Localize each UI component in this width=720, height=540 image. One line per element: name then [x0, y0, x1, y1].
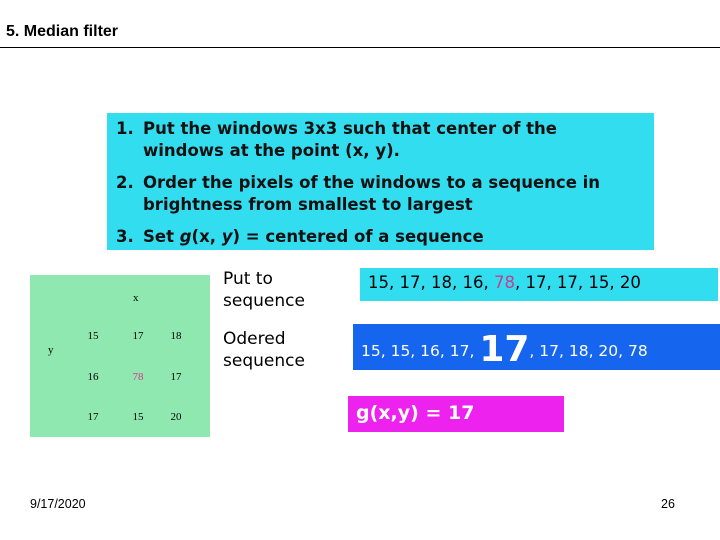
step-2-line-2: brightness from smallest to largest — [143, 195, 473, 214]
put-label-line-1: Put to — [223, 269, 273, 289]
result-text: g(x,y) = 17 — [356, 402, 475, 424]
step-3-number: 3. — [116, 227, 134, 246]
grid-cell-r3c2: 15 — [132, 411, 144, 423]
grid-cell-r1c3: 18 — [170, 330, 182, 342]
ordered-label-line-1: Odered — [223, 329, 286, 349]
x-axis-label: x — [133, 292, 139, 304]
sorted-sequence — [361, 329, 648, 370]
steps-box — [107, 113, 654, 250]
put-to-sequence-label — [223, 268, 305, 312]
step-1-number: 1. — [116, 119, 134, 138]
sorted-median: 17 — [479, 329, 530, 370]
grid-cell-r1c1: 15 — [87, 330, 99, 342]
step-3-line-1 — [116, 226, 484, 248]
slide-title: 5. Median filter — [6, 23, 119, 40]
grid-cell-r2c1: 16 — [87, 371, 99, 383]
grid-cell-r2c3: 17 — [170, 371, 182, 383]
footer-date: 9/17/2020 — [30, 497, 86, 511]
step-2-line-1: Order the pixels of the windows to a sequence in — [143, 173, 601, 192]
step-2-number: 2. — [116, 173, 134, 192]
unsorted-highlight: 78 — [493, 273, 515, 292]
sorted-before: 15, 15, 16, 17, — [361, 342, 480, 360]
page-number: 26 — [661, 497, 675, 511]
step-3-pre: Set — [143, 227, 180, 246]
step-2 — [116, 172, 600, 216]
step-3-post: ) = centered of a sequence — [232, 227, 484, 246]
y-axis-label: y — [48, 344, 54, 356]
put-label-line-2: sequence — [223, 291, 305, 311]
step-3 — [116, 226, 484, 248]
step-3-mid: (x, — [191, 227, 222, 246]
ordered-label-line-2: sequence — [223, 351, 305, 371]
grid-cell-r2c2-center: 78 — [132, 371, 144, 383]
unsorted-sequence-box — [360, 268, 718, 301]
step-1 — [116, 118, 557, 162]
grid-cell-r1c2: 17 — [132, 330, 144, 342]
sorted-sequence-box — [353, 324, 720, 370]
step-3-fn: g — [179, 227, 192, 246]
sorted-after: , 17, 18, 20, 78 — [529, 342, 648, 360]
title-divider — [0, 47, 720, 48]
step-1-line-1: Put the windows 3x3 such that center of the — [143, 119, 557, 138]
ordered-sequence-label — [223, 328, 305, 372]
step-3-var: y — [221, 227, 233, 246]
unsorted-sequence — [368, 273, 641, 292]
step-1-line-2: windows at the point (x, y). — [143, 141, 400, 160]
unsorted-before: 15, 17, 18, 16, — [368, 273, 494, 292]
grid-cell-r3c1: 17 — [87, 411, 99, 423]
pixel-window-grid — [30, 275, 210, 437]
grid-cell-r3c3: 20 — [170, 411, 182, 423]
unsorted-after: , 17, 17, 15, 20 — [514, 273, 641, 292]
result-box — [348, 396, 564, 432]
